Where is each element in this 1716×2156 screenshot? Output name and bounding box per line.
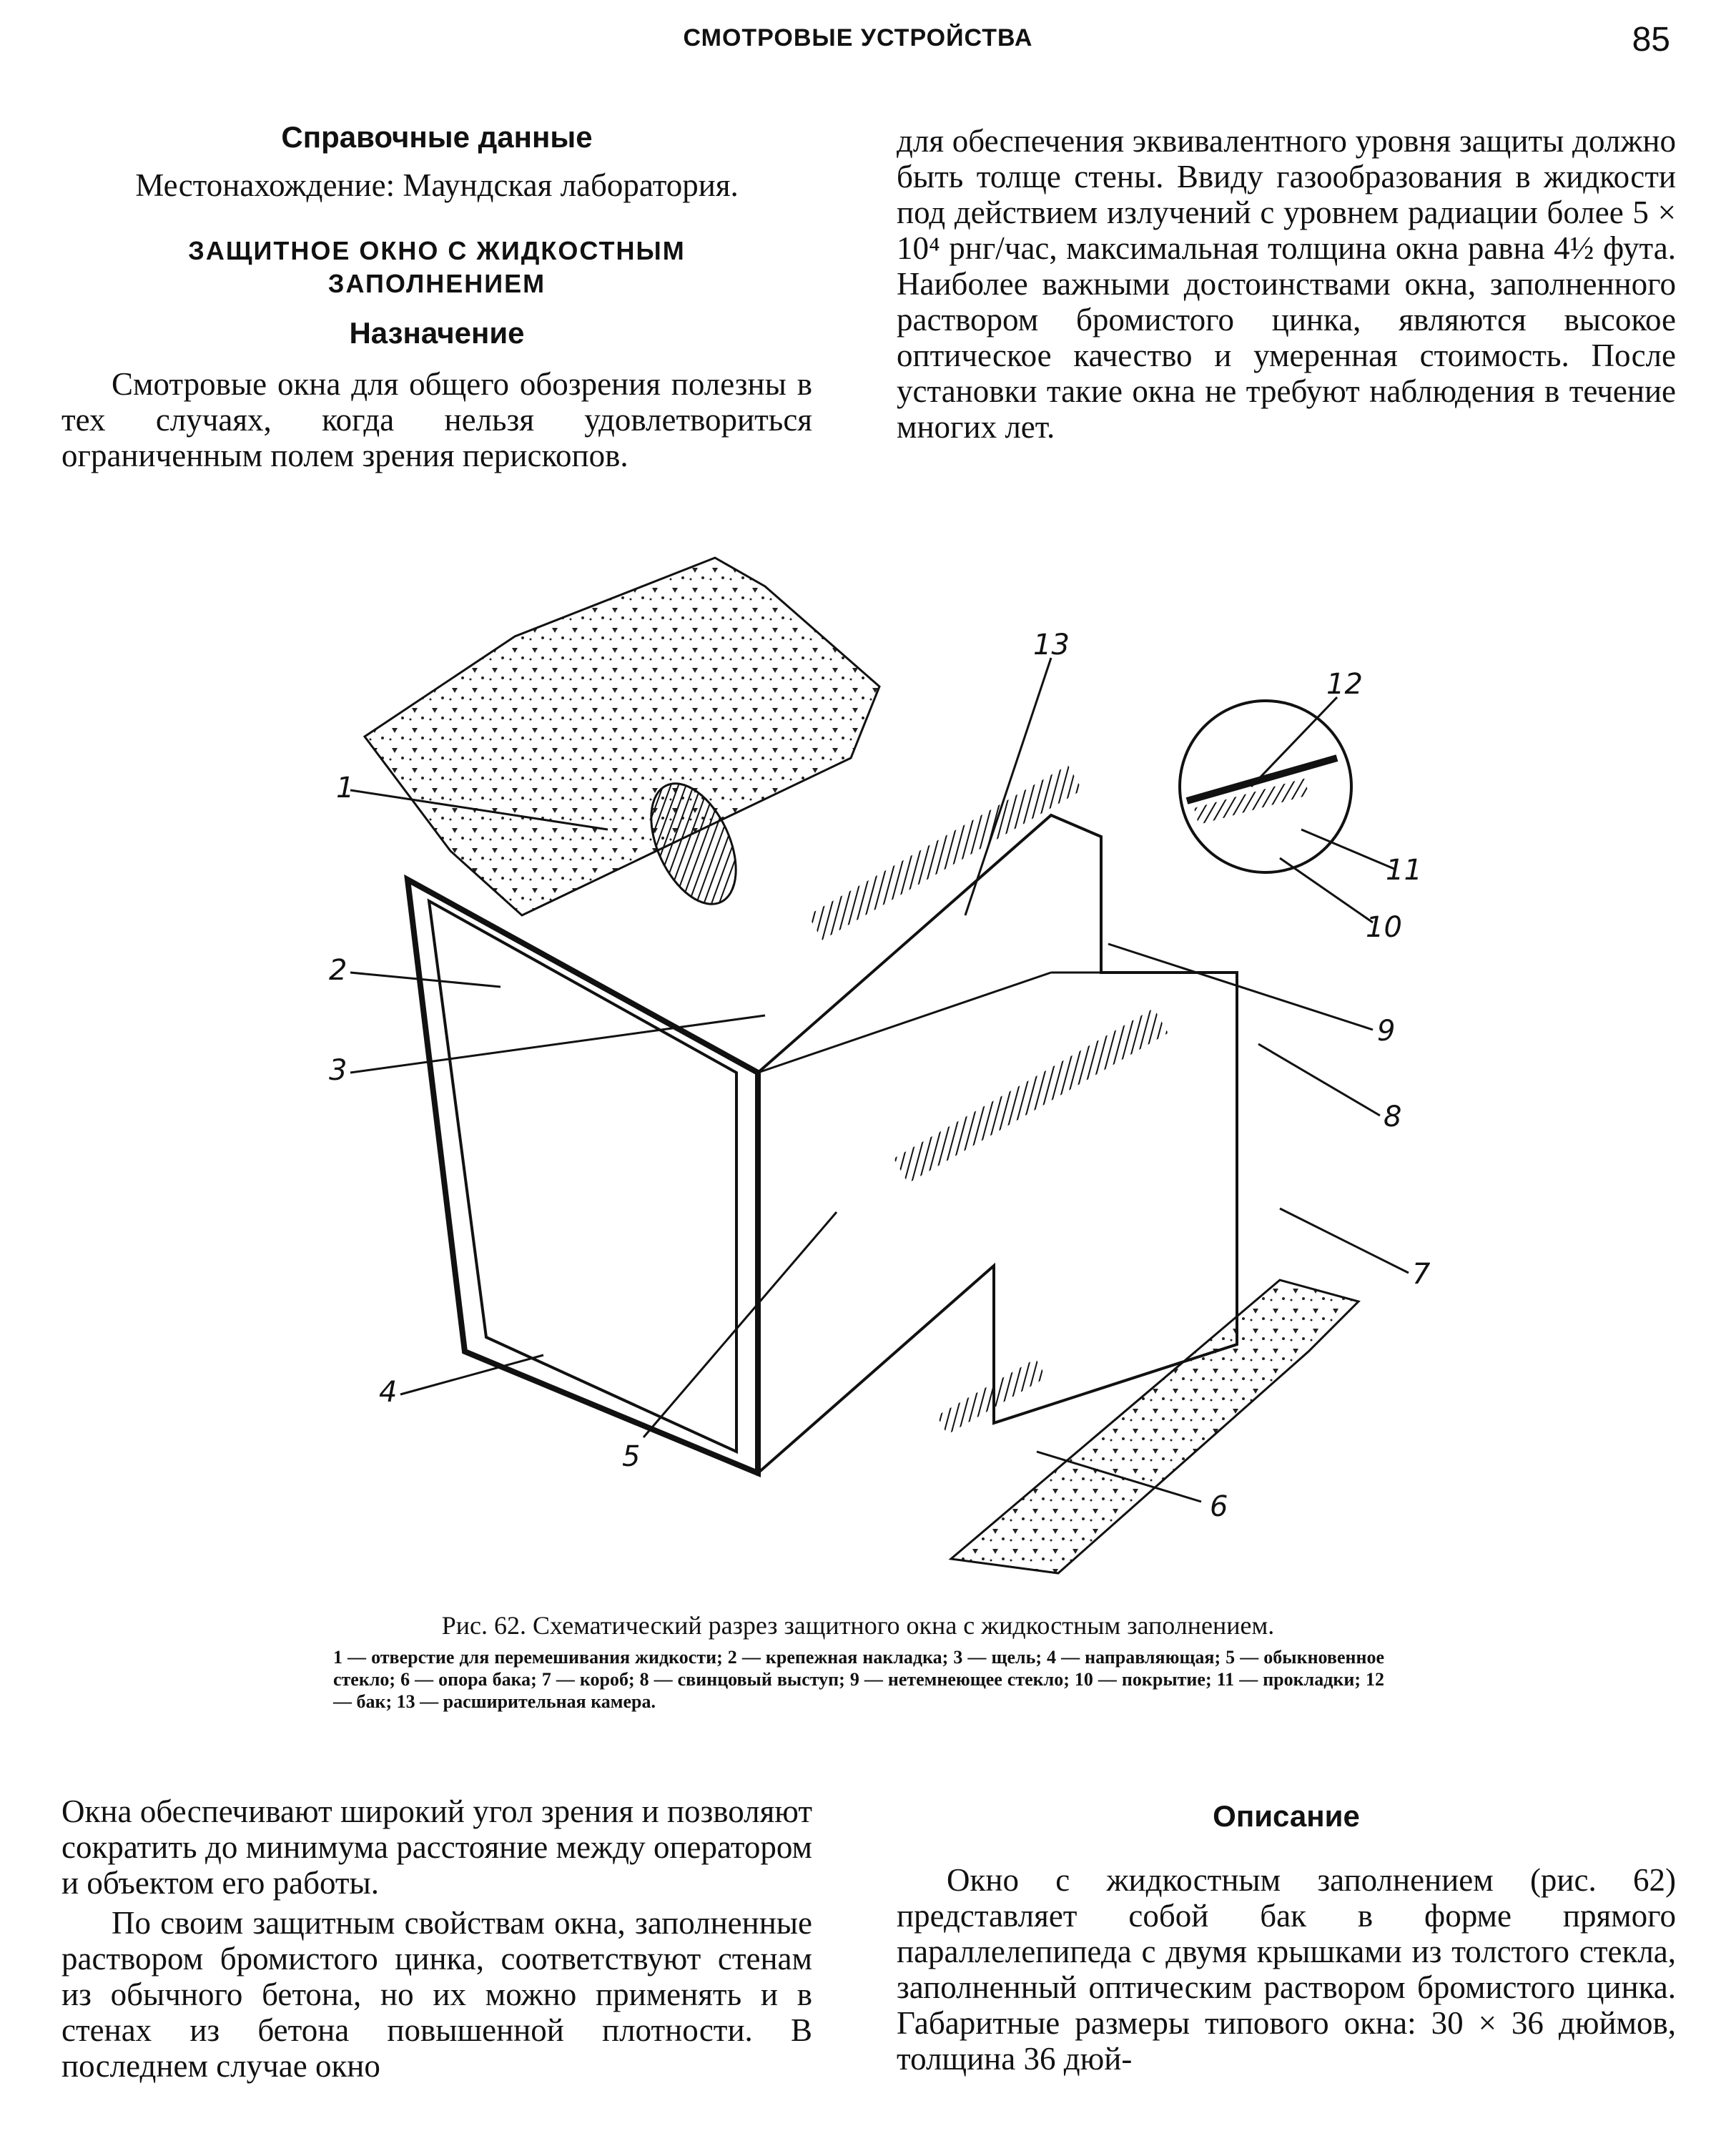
right-top-column — [897, 123, 1676, 445]
figure-label-2: 2 — [329, 954, 347, 987]
reference-heading: Справочные данные — [281, 120, 593, 154]
left-bottom-paragraph-1: Окна обеспечивают широкий угол зрения и позволяют сократить до минимума расстояние между оператором и объектом его работы. — [61, 1793, 812, 1901]
description-paragraph: Окно с жидкостным заполнением (рис. 62) представляет собой бак в форме прямого параллелепипеда с двумя крышками из толстого стекла, заполненный оптическим раствором бромистого цинка. Габаритные размеры типового окна: 30 × 36 дюймов, толщина 36 дюй- — [897, 1862, 1676, 2077]
section-title: ЗАЩИТНОЕ ОКНО С ЖИДКОСТНЫМ ЗАПОЛНЕНИЕМ — [188, 236, 686, 298]
purpose-heading: Назначение — [349, 316, 525, 350]
left-top-column — [61, 120, 812, 473]
window-cross-section-drawing — [307, 543, 1431, 1573]
figure-caption-legend: 1 — отверстие для перемешивания жидкости; 2 — крепежная накладка; 3 — щель; 4 — направляющая; 5 — обыкновенное стекло; 6 — опора бака; 7 — короб; 8 — свинцовый выступ; 9 — нетемнеющее стекло; 10 — покрытие; 11 — прокладки; 12 — бак; 13 — расширительная камера. — [333, 1647, 1384, 1712]
concrete-wall-bottom — [951, 1280, 1358, 1573]
figure-label-1: 1 — [336, 772, 355, 804]
figure-label-11: 11 — [1386, 854, 1422, 887]
running-header: СМОТРОВЫЕ УСТРОЙСТВА — [683, 24, 1033, 51]
figure-label-9: 9 — [1377, 1015, 1396, 1048]
window-frame — [408, 880, 758, 1473]
right-bottom-column — [897, 1799, 1676, 2077]
lead-step — [894, 1008, 1168, 1183]
figure-label-12: 12 — [1326, 668, 1363, 701]
purpose-paragraph: Смотровые окна для общего обозрения полезны в тех случаях, когда нельзя удовлетвориться ограниченным полем зрения перископов. — [61, 366, 812, 473]
left-bottom-column — [61, 1793, 812, 2084]
figure-label-13: 13 — [1033, 629, 1070, 661]
figure-label-6: 6 — [1210, 1490, 1228, 1523]
location-line: Местонахождение: Маундская лаборатория. — [135, 167, 739, 203]
description-heading: Описание — [1213, 1799, 1360, 1833]
right-top-paragraph: для обеспечения эквивалентного уровня защиты должно быть толще стены. Ввиду газообразования в жидкости под действием излучений с уровнем радиации более 5 × 10⁴ рнг/час, максимальная толщина окна равна 4½ фута. Наиболее важными достоинствами окна, заполненного раствором бромистого цинка, являются высокое оптическое качество и умеренная стоимость. После установки такие окна не требуют наблюдения в течение многих лет. — [897, 123, 1676, 445]
concrete-wall-top — [365, 558, 879, 915]
figure-label-5: 5 — [622, 1440, 641, 1473]
figure-label-10: 10 — [1366, 911, 1402, 944]
expansion-chamber — [808, 765, 1083, 940]
figure-62 — [307, 543, 1431, 1577]
detail-circle — [1180, 701, 1351, 872]
figure-label-4: 4 — [379, 1376, 398, 1409]
figure-label-3: 3 — [329, 1054, 347, 1087]
figure-caption-title: Рис. 62. Схематический разрез защитного окна с жидкостным заполнением. — [441, 1611, 1275, 1640]
figure-label-8: 8 — [1384, 1101, 1402, 1133]
left-bottom-paragraph-2: По своим защитным свойствам окна, заполненные раствором бромистого цинка, соответствуют стенам из обычного бетона, но их можно применять и в стенах из бетона повышенной плотности. В последнем случае окно — [61, 1905, 812, 2084]
tank-support — [937, 1359, 1047, 1434]
page-number: 85 — [1632, 21, 1670, 59]
figure-label-7: 7 — [1412, 1258, 1431, 1291]
